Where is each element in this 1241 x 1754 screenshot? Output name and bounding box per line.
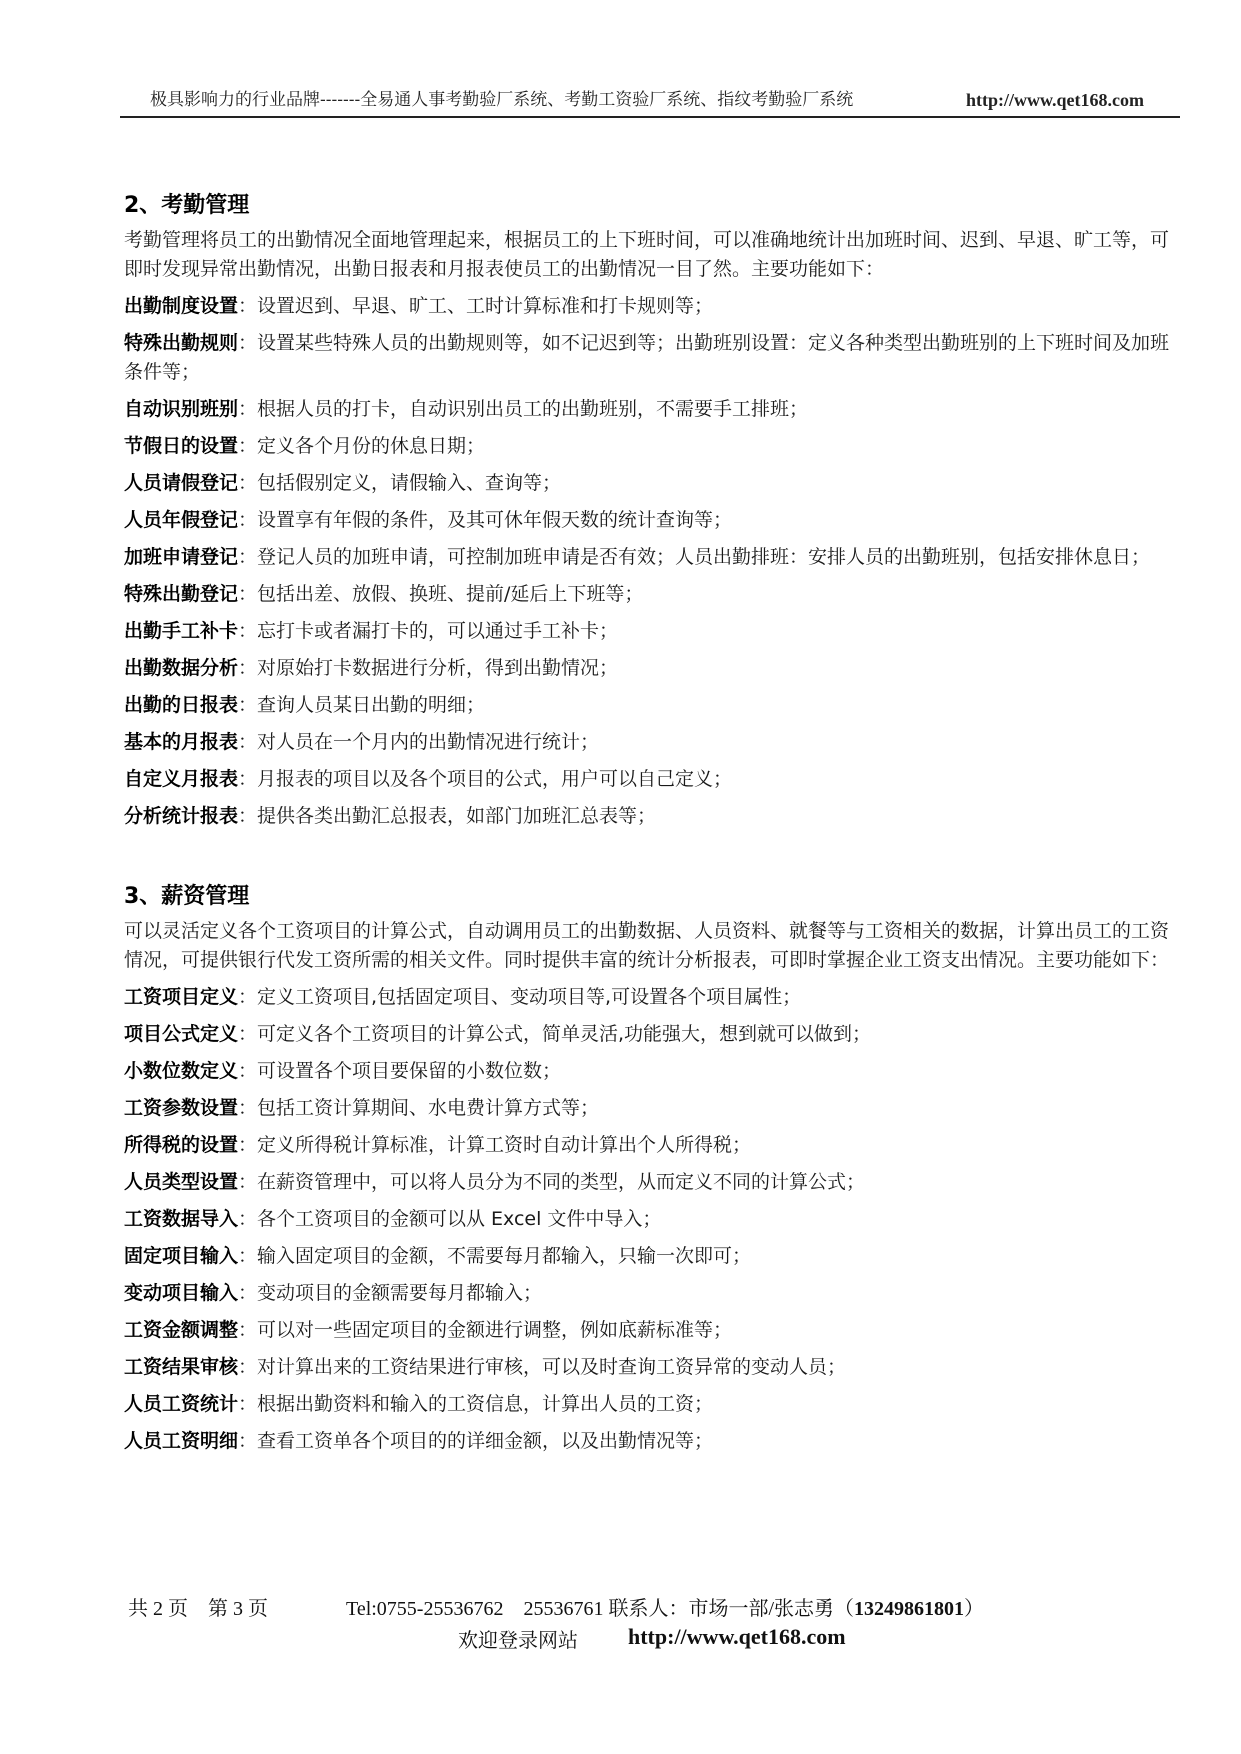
- feature-item: [124, 1057, 1184, 1086]
- feature-desc: ：可设置各个项目要保留的小数位数；: [238, 1060, 562, 1082]
- feature-term: 变动项目输入: [124, 1282, 239, 1304]
- feature-desc: ：包括出差、放假、换班、提前/延后上下班等；: [238, 583, 644, 605]
- feature-desc: ：登记人员的加班申请，可控制加班申请是否有效；人员出勤排班：安排人员的出勤班别，包括安排休息日；: [238, 546, 1151, 568]
- feature-desc: ：定义工资项目,包括固定项目、变动项目等,可设置各个项目属性；: [238, 986, 802, 1008]
- feature-desc: ：设置迟到、早退、旷工、工时计算标准和打卡规则等；: [238, 295, 714, 317]
- contact-phone: 13249861801: [854, 1598, 965, 1620]
- footer-row-contact: [128, 1592, 1128, 1624]
- feature-item: [124, 580, 1184, 609]
- footer-url[interactable]: http://www.qet168.com: [628, 1624, 846, 1649]
- feature-desc: ：在薪资管理中，可以将人员分为不同的类型，从而定义不同的计算公式；: [238, 1171, 866, 1193]
- feature-term: 出勤手工补卡: [124, 620, 239, 642]
- feature-desc: ：可以对一些固定项目的金额进行调整，例如底薪标准等；: [238, 1319, 733, 1341]
- feature-term: 分析统计报表: [124, 805, 239, 827]
- feature-desc: ：根据人员的打卡，自动识别出员工的出勤班别，不需要手工排班；: [238, 398, 809, 420]
- feature-desc: ：对计算出来的工资结果进行审核，可以及时查询工资异常的变动人员；: [238, 1356, 847, 1378]
- feature-desc: ：输入固定项目的金额，不需要每月都输入，只输一次即可；: [238, 1245, 752, 1267]
- section-title: 2、考勤管理: [124, 193, 250, 218]
- feature-item: [124, 543, 1184, 572]
- feature-term: 特殊出勤登记: [124, 583, 239, 605]
- page-content: [124, 188, 1184, 1456]
- feature-desc: ：设置享有年假的条件，及其可休年假天数的统计查询等；: [238, 509, 733, 531]
- feature-item: [124, 617, 1184, 646]
- header-url[interactable]: http://www.qet168.com: [966, 90, 1144, 110]
- section-intro: 可以灵活定义各个工资项目的计算公式，自动调用员工的出勤数据、人员资料、就餐等与工资相关的数据，计算出员工的工资情况，可提供银行代发工资所需的相关文件。同时提供丰富的统计分析报表，可即时掌握企业工资支出情况。主要功能如下：: [124, 920, 1170, 971]
- feature-desc: ：对人员在一个月内的出勤情况进行统计；: [238, 731, 600, 753]
- feature-desc: ：变动项目的金额需要每月都输入；: [238, 1282, 543, 1304]
- feature-item: [124, 469, 1184, 498]
- contact-info: [346, 1592, 984, 1621]
- contact-tel-end: ）: [964, 1598, 985, 1620]
- feature-desc: ：各个工资项目的金额可以从 Excel 文件中导入；: [238, 1208, 662, 1230]
- section-title: 3、薪资管理: [124, 884, 250, 909]
- footer-row-website: [128, 1624, 1128, 1656]
- feature-term: 自动识别班别: [124, 398, 239, 420]
- feature-desc: ：月报表的项目以及各个项目的公式，用户可以自己定义；: [238, 768, 733, 790]
- feature-item: [124, 329, 1184, 387]
- feature-item: [124, 432, 1184, 461]
- feature-desc: ：设置某些特殊人员的出勤规则等，如不记迟到等；出勤班别设置：定义各种类型出勤班别的上下班时间及加班条件等；: [124, 332, 1170, 383]
- feature-term: 自定义月报表: [124, 768, 239, 790]
- feature-desc: ：定义各个月份的休息日期；: [238, 435, 486, 457]
- feature-term: 出勤数据分析: [124, 657, 239, 679]
- feature-term: 人员类型设置: [124, 1171, 239, 1193]
- feature-term: 人员请假登记: [124, 472, 239, 494]
- feature-term: 工资结果审核: [124, 1356, 239, 1378]
- page-counter: 共 2 页 第 3 页: [128, 1598, 268, 1620]
- feature-desc: ：对原始打卡数据进行分析，得到出勤情况；: [238, 657, 619, 679]
- feature-term: 出勤的日报表: [124, 694, 239, 716]
- feature-item: [124, 1390, 1184, 1419]
- feature-term: 工资金额调整: [124, 1319, 239, 1341]
- feature-item: [124, 1020, 1184, 1049]
- feature-term: 特殊出勤规则: [124, 332, 239, 354]
- feature-item: [124, 1205, 1184, 1234]
- feature-term: 基本的月报表: [124, 731, 239, 753]
- feature-term: 出勤制度设置: [124, 295, 239, 317]
- feature-desc: ：包括工资计算期间、水电费计算方式等；: [238, 1097, 600, 1119]
- feature-desc: ：忘打卡或者漏打卡的，可以通过手工补卡；: [238, 620, 619, 642]
- feature-term: 人员年假登记: [124, 509, 239, 531]
- feature-desc: ：提供各类出勤汇总报表，如部门加班汇总表等；: [238, 805, 657, 827]
- page-header: [120, 88, 1180, 118]
- feature-item: [124, 1353, 1184, 1382]
- feature-desc: ：包括假别定义，请假输入、查询等；: [238, 472, 562, 494]
- feature-term: 工资项目定义: [124, 986, 239, 1008]
- feature-item: [124, 691, 1184, 720]
- feature-item: [124, 1427, 1184, 1456]
- feature-term: 所得税的设置: [124, 1134, 239, 1156]
- header-text: 极具影响力的行业品牌-------全易通人事考勤验厂系统、考勤工资验厂系统、指纹考勤验厂系统: [150, 90, 854, 110]
- feature-term: 人员工资统计: [124, 1393, 239, 1415]
- feature-item: [124, 728, 1184, 757]
- feature-desc: ：定义所得税计算标准，计算工资时自动计算出个人所得税；: [238, 1134, 752, 1156]
- feature-item: [124, 395, 1184, 424]
- feature-item: [124, 1242, 1184, 1271]
- feature-item: [124, 802, 1184, 831]
- feature-item: [124, 1279, 1184, 1308]
- feature-desc: ：查看工资单各个项目的的详细金额，以及出勤情况等；: [238, 1430, 714, 1452]
- feature-item: [124, 765, 1184, 794]
- contact-tel: Tel:0755-25536762 25536761 联系人：市场一部/张志勇（: [346, 1598, 855, 1620]
- feature-item: [124, 292, 1184, 321]
- feature-desc: ：查询人员某日出勤的明细；: [238, 694, 486, 716]
- feature-term: 工资数据导入: [124, 1208, 239, 1230]
- feature-term: 小数位数定义: [124, 1060, 239, 1082]
- feature-desc: ：可定义各个工资项目的计算公式，简单灵活,功能强大，想到就可以做到；: [238, 1023, 872, 1045]
- section-2: [124, 879, 1184, 1456]
- feature-term: 工资参数设置: [124, 1097, 239, 1119]
- feature-term: 固定项目输入: [124, 1245, 239, 1267]
- feature-item: [124, 654, 1184, 683]
- feature-item: [124, 1316, 1184, 1345]
- feature-item: [124, 1094, 1184, 1123]
- feature-term: 人员工资明细: [124, 1430, 239, 1452]
- feature-desc: ：根据出勤资料和输入的工资信息，计算出人员的工资；: [238, 1393, 714, 1415]
- section-intro: 考勤管理将员工的出勤情况全面地管理起来，根据员工的上下班时间，可以准确地统计出加班时间、迟到、早退、旷工等，可即时发现异常出勤情况，出勤日报表和月报表使员工的出勤情况一目了然。主要功能如下：: [124, 229, 1170, 280]
- welcome-text: 欢迎登录网站: [458, 1630, 578, 1652]
- feature-item: [124, 1168, 1184, 1197]
- feature-item: [124, 983, 1184, 1012]
- feature-item: [124, 1131, 1184, 1160]
- section-1: [124, 188, 1184, 831]
- feature-term: 加班申请登记: [124, 546, 239, 568]
- feature-term: 项目公式定义: [124, 1023, 239, 1045]
- page-footer: [128, 1592, 1128, 1656]
- feature-item: [124, 506, 1184, 535]
- sections-container: [124, 188, 1184, 1456]
- feature-term: 节假日的设置: [124, 435, 239, 457]
